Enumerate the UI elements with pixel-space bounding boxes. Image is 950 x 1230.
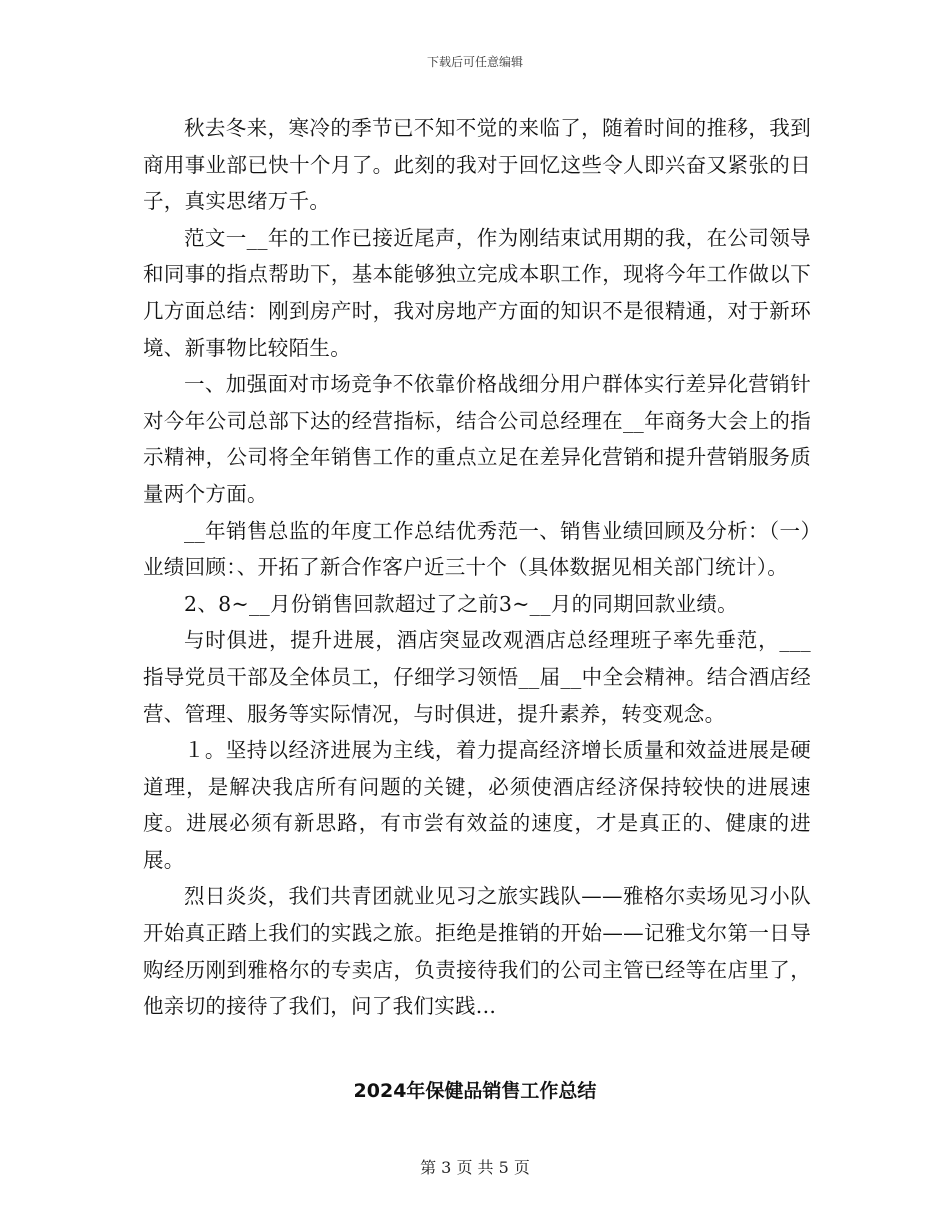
paragraph-8: 烈日炎炎，我们共青团就业见习之旅实践队——雅格尔卖场见习小队开始真正踏上我们的实践之旅。拒绝是推销的开始——记雅戈尔第一日导购经历刚到雅格尔的专卖店，负责接待我们的公司主管已经等在店里了，他亲切的接待了我们，问了我们实践... bbox=[143, 884, 811, 1019]
document-body bbox=[143, 110, 811, 1025]
section-title: 2024年保健品销售工作总结 bbox=[353, 1080, 597, 1102]
paragraph-3: 一、加强面对市场竞争不依靠价格战细分用户群体实行差异化营销针对今年公司总部下达的经营指标，结合公司总经理在__年商务大会上的指示精神，公司将全年销售工作的重点立足在差异化营销和提升营销服务质量两个方面。 bbox=[143, 372, 811, 506]
paragraph-6: 与时俱进，提升进展，酒店突显改观酒店总经理班子率先垂范，___指导党员干部及全体员工，仔细学习领悟__届__中全会精神。结合酒店经营、管理、服务等实际情况，与时俱进，提升素养，转变观念。 bbox=[143, 628, 811, 726]
paragraph-1: 秋去冬来，寒冷的季节已不知不觉的来临了，随着时间的推移，我到商用事业部已快十个月了。此刻的我对于回忆这些令人即兴奋又紧张的日子，真实思绪万千。 bbox=[143, 116, 811, 214]
page-number: 第 3 页 共 5 页 bbox=[420, 1158, 530, 1177]
paragraph-2: 范文一__年的工作已接近尾声，作为刚结束试用期的我，在公司领导和同事的指点帮助下，基本能够独立完成本职工作，现将今年工作做以下几方面总结：刚到房产时，我对房地产方面的知识不是很精通，对于新环境、新事物比较陌生。 bbox=[143, 225, 811, 360]
paragraph-7: １。坚持以经济进展为主线，着力提高经济增长质量和效益进展是硬道理，是解决我店所有问题的关键，必须使酒店经济保持较快的进展速度。进展必须有新思路，有市尝有效益的速度，才是真正的、健康的进展。 bbox=[143, 738, 811, 872]
paragraph-5: 2、8~__月份销售回款超过了之前3~__月的同期回款业绩。 bbox=[184, 591, 738, 616]
page-header-note: 下载后可任意编辑 bbox=[426, 55, 523, 69]
paragraph-4: __年销售总监的年度工作总结优秀范一、销售业绩回顾及分析：（一）业绩回顾：、开拓了新合作客户近三十个（具体数据见相关部门统计）。 bbox=[143, 518, 811, 580]
